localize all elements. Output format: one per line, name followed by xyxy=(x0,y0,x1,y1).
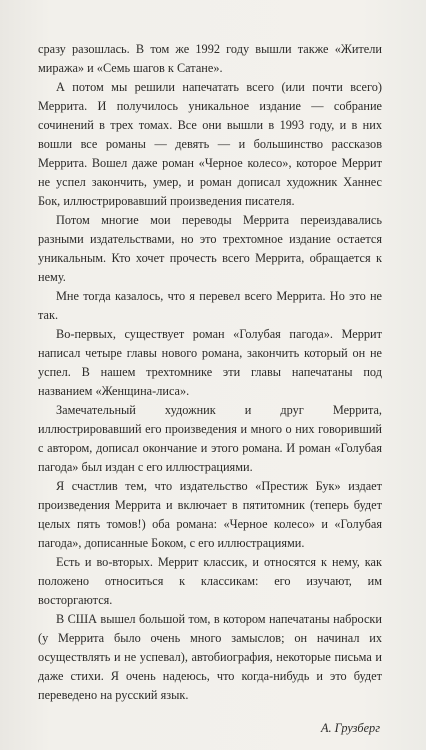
author-signature: А. Грузберг xyxy=(321,721,380,735)
paragraph-1: сразу разошлась. В том же 1992 году вышли также «Жители миража» и «Семь шагов к Сатане». xyxy=(38,42,382,75)
paragraph-5: Во-первых, существует роман «Голубая пагода». Меррит написал четыре главы нового романа, закончить который он не успел. В нашем трехтомнике эти главы напечатаны под названием «Женщина-лиса». xyxy=(38,327,382,398)
paragraph-3: Потом многие мои переводы Меррита переиздавались разными издательствами, но это трехтомное издание остается уникальным. Кто хочет прочесть всего Меррита, обращается к нему. xyxy=(38,213,382,284)
paragraph-2: А потом мы решили напечатать всего (или почти всего) Меррита. И получилось уникальное издание — собрание сочинений в трех томах. Все они вышли в 1993 году, и в них вошли все романы — девять — и большинство рассказов Меррита. Вошел даже роман «Черное колесо», которое Меррит не успел закончить, умер, и роман дописал художник Ханнес Бок, иллюстрировавший произведения писателя. xyxy=(38,80,382,208)
paragraph-9: В США вышел большой том, в котором напечатаны наброски (у Меррита было очень много замыслов; он начинал их осуществлять и не успевал), автобиография, некоторые письма и даже стихи. Я очень надеюсь, что когда-нибудь и это будет переведено на русский язык. xyxy=(38,612,382,702)
paragraph-6: Замечательный художник и друг Меррита, иллюстрировавший его произведения и много о них говоривший с автором, дописал окончание и этого романа. И роман «Голубая пагода» был издан с его иллюстрациями. xyxy=(38,403,382,474)
paragraph-7: Я счастлив тем, что издательство «Престиж Бук» издает произведения Меррита и включает в пятитомник (теперь будет целых пять томов!) оба романа: «Черное колесо» и «Голубая пагода», дописанные Боком, с его иллюстрациями. xyxy=(38,479,382,550)
paragraph-4: Мне тогда казалось, что я перевел всего Меррита. Но это не так. xyxy=(38,289,382,322)
paragraph-8: Есть и во-вторых. Меррит классик, и относятся к нему, как положено относиться к классикам: его изучают, им восторгаются. xyxy=(38,555,382,607)
